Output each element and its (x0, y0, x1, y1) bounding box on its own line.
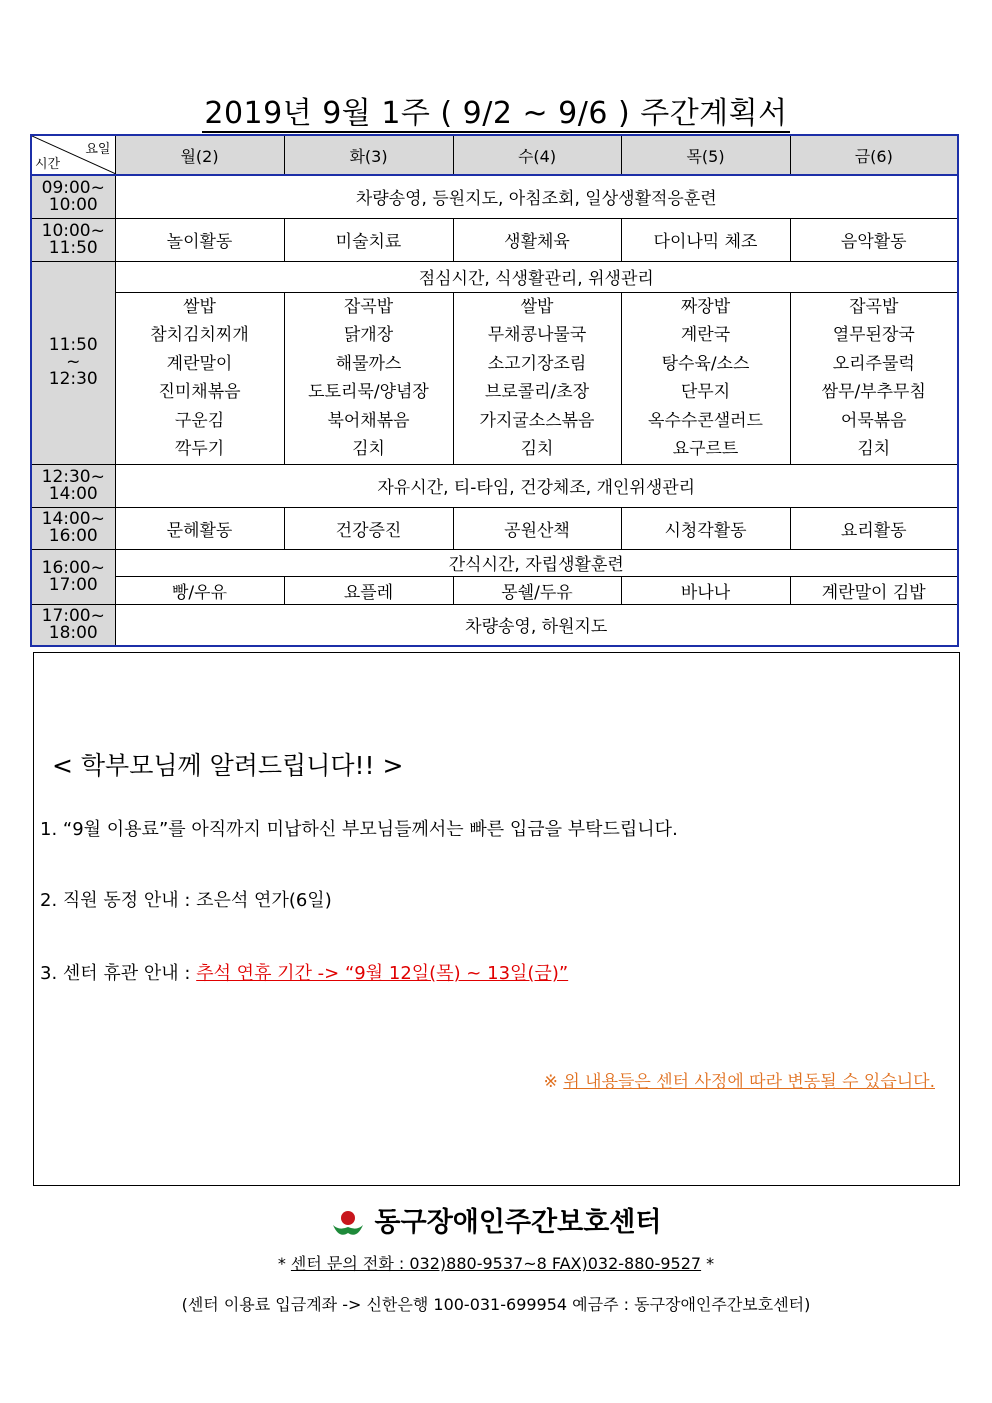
menu-item: 가지굴소스볶음 (479, 410, 595, 431)
menu-item: 짜장밥 (680, 296, 731, 317)
menu-item: 구운김 (174, 410, 225, 431)
time-cell: 17:00~ 18:00 (31, 604, 115, 646)
notice-footnote: ※ 위 내용들은 센터 사정에 따라 변동될 수 있습니다. (543, 1072, 935, 1092)
menu-item: 어묵볶음 (840, 410, 907, 431)
schedule-row-afternoon (31, 507, 958, 549)
menu-item: 깍두기 (174, 439, 225, 459)
snack-cell: 요플레 (284, 576, 453, 604)
schedule-row-program (31, 218, 958, 261)
header-row (31, 135, 958, 175)
schedule-row-free-time (31, 464, 958, 507)
menu-item: 탕수육/소스 (661, 353, 750, 374)
menu-item: 단무지 (680, 382, 731, 402)
menu-item: 무채콩나물국 (487, 325, 587, 345)
schedule-row-morning (31, 175, 958, 218)
activity-cell: 요리활동 (790, 507, 958, 549)
menu-cell-mon (115, 292, 284, 464)
corner-cell (31, 135, 115, 175)
activity-cell: 문헤활동 (115, 507, 284, 549)
menu-item: 쌀밥 (520, 296, 554, 317)
closure-period: 추석 연휴 기간 -> “9월 12일(목) ~ 13일(금)” (196, 963, 569, 984)
organization-name: 동구장애인주간보호센터 (0, 1200, 992, 1239)
menu-item: 요구르트 (672, 439, 739, 459)
menu-item: 닭개장 (343, 325, 394, 345)
menu-item: 참치김치찌개 (150, 325, 249, 345)
menu-cell-tue (284, 292, 453, 464)
menu-item: 계란국 (680, 325, 731, 345)
center-logo-icon (331, 1209, 365, 1239)
page-title: 2019년 9월 1주 ( 9/2 ~ 9/6 ) 주간계획서 (204, 96, 788, 131)
lunch-header: 점심시간, 식생활관리, 위생관리 (115, 261, 958, 292)
activity-cell: 다이나믹 체조 (621, 218, 790, 261)
notice-item-fee: 1. “9월 이용료”를 아직까지 미납하신 부모님들께서는 빠른 입금을 부탁드립니다. (40, 819, 678, 840)
snack-header: 간식시간, 자립생활훈련 (115, 549, 958, 576)
activity-cell: 놀이활동 (115, 218, 284, 261)
menu-item: 북어채볶음 (327, 410, 410, 431)
time-cell: 16:00~ 17:00 (31, 549, 115, 604)
activity-cell: 공원산책 (453, 507, 621, 549)
time-cell: 10:00~ 11:50 (31, 218, 115, 261)
menu-item: 브로콜리/초장 (484, 382, 590, 402)
lunch-menu-row (31, 292, 958, 464)
menu-item: 김치 (352, 439, 385, 459)
day-header-mon: 월(2) (115, 135, 284, 175)
snack-cell: 바나나 (621, 576, 790, 604)
time-cell: 12:30~ 14:00 (31, 464, 115, 507)
schedule-row-departure (31, 604, 958, 646)
day-axis-label: 요일 (85, 142, 111, 157)
day-header-thu: 목(5) (621, 135, 790, 175)
snack-header-row (31, 549, 958, 576)
activity-cell: 음악활동 (790, 218, 958, 261)
menu-item: 열무된장국 (832, 325, 915, 345)
menu-item: 해물까스 (335, 353, 402, 374)
contact-info: * 센터 문의 전화 : 032)880-9537~8 FAX)032-880-9527 * (277, 1254, 715, 1273)
activity-cell: 차량송영, 등원지도, 아침조회, 일상생활적응훈련 (115, 175, 958, 218)
snack-cell: 계란말이 김밥 (790, 576, 958, 604)
snack-cell: 빵/우유 (115, 576, 284, 604)
menu-item: 계란말이 (166, 353, 233, 374)
activity-cell: 생활체육 (453, 218, 621, 261)
menu-item: 도토리묵/양념장 (308, 382, 429, 402)
time-cell: 09:00~ 10:00 (31, 175, 115, 218)
menu-item: 잡곡밥 (849, 296, 899, 317)
menu-cell-thu (621, 292, 790, 464)
menu-item: 쌀밥 (183, 296, 216, 317)
snack-cell: 몽쉘/두유 (453, 576, 621, 604)
menu-item: 잡곡밥 (343, 296, 394, 317)
menu-item: 진미채볶음 (158, 382, 241, 402)
activity-cell: 미술치료 (284, 218, 453, 261)
activity-cell: 자유시간, 티-타임, 건강체조, 개인위생관리 (115, 464, 958, 507)
menu-item: 오리주물럭 (832, 353, 915, 374)
menu-item: 소고기장조림 (487, 353, 587, 374)
menu-cell-wed (453, 292, 621, 464)
day-header-tue: 화(3) (284, 135, 453, 175)
activity-cell: 건강증진 (284, 507, 453, 549)
menu-cell-fri (790, 292, 958, 464)
day-header-fri: 금(6) (790, 135, 958, 175)
weekly-plan-table (30, 134, 959, 647)
activity-cell: 시청각활동 (621, 507, 790, 549)
activity-cell: 차량송영, 하원지도 (115, 604, 958, 646)
lunch-header-row (31, 261, 958, 292)
menu-item: 쌈무/부추무침 (821, 382, 926, 402)
time-cell: 11:50 ~ 12:30 (31, 261, 115, 464)
menu-item: 김치 (520, 439, 554, 459)
day-header-wed: 수(4) (453, 135, 621, 175)
snack-row (31, 576, 958, 604)
notice-item-closure: 3. 센터 휴관 안내 : 추석 연휴 기간 -> “9월 12일(목) ~ 13일(금)” (40, 963, 569, 984)
notice-heading: < 학부모님께 알려드립니다!! > (52, 751, 404, 780)
notice-item-staff: 2. 직원 동정 안내 : 조은석 연가(6일) (40, 890, 332, 911)
menu-item: 김치 (857, 439, 891, 459)
time-cell: 14:00~ 16:00 (31, 507, 115, 549)
notice-box (33, 652, 960, 1186)
time-axis-label: 시간 (35, 157, 61, 172)
bank-account-info: (센터 이용료 입금계좌 -> 신한은행 100-031-699954 예금주 : 동구장애인주간보호센터) (181, 1295, 811, 1314)
menu-item: 옥수수콘샐러드 (648, 410, 763, 431)
